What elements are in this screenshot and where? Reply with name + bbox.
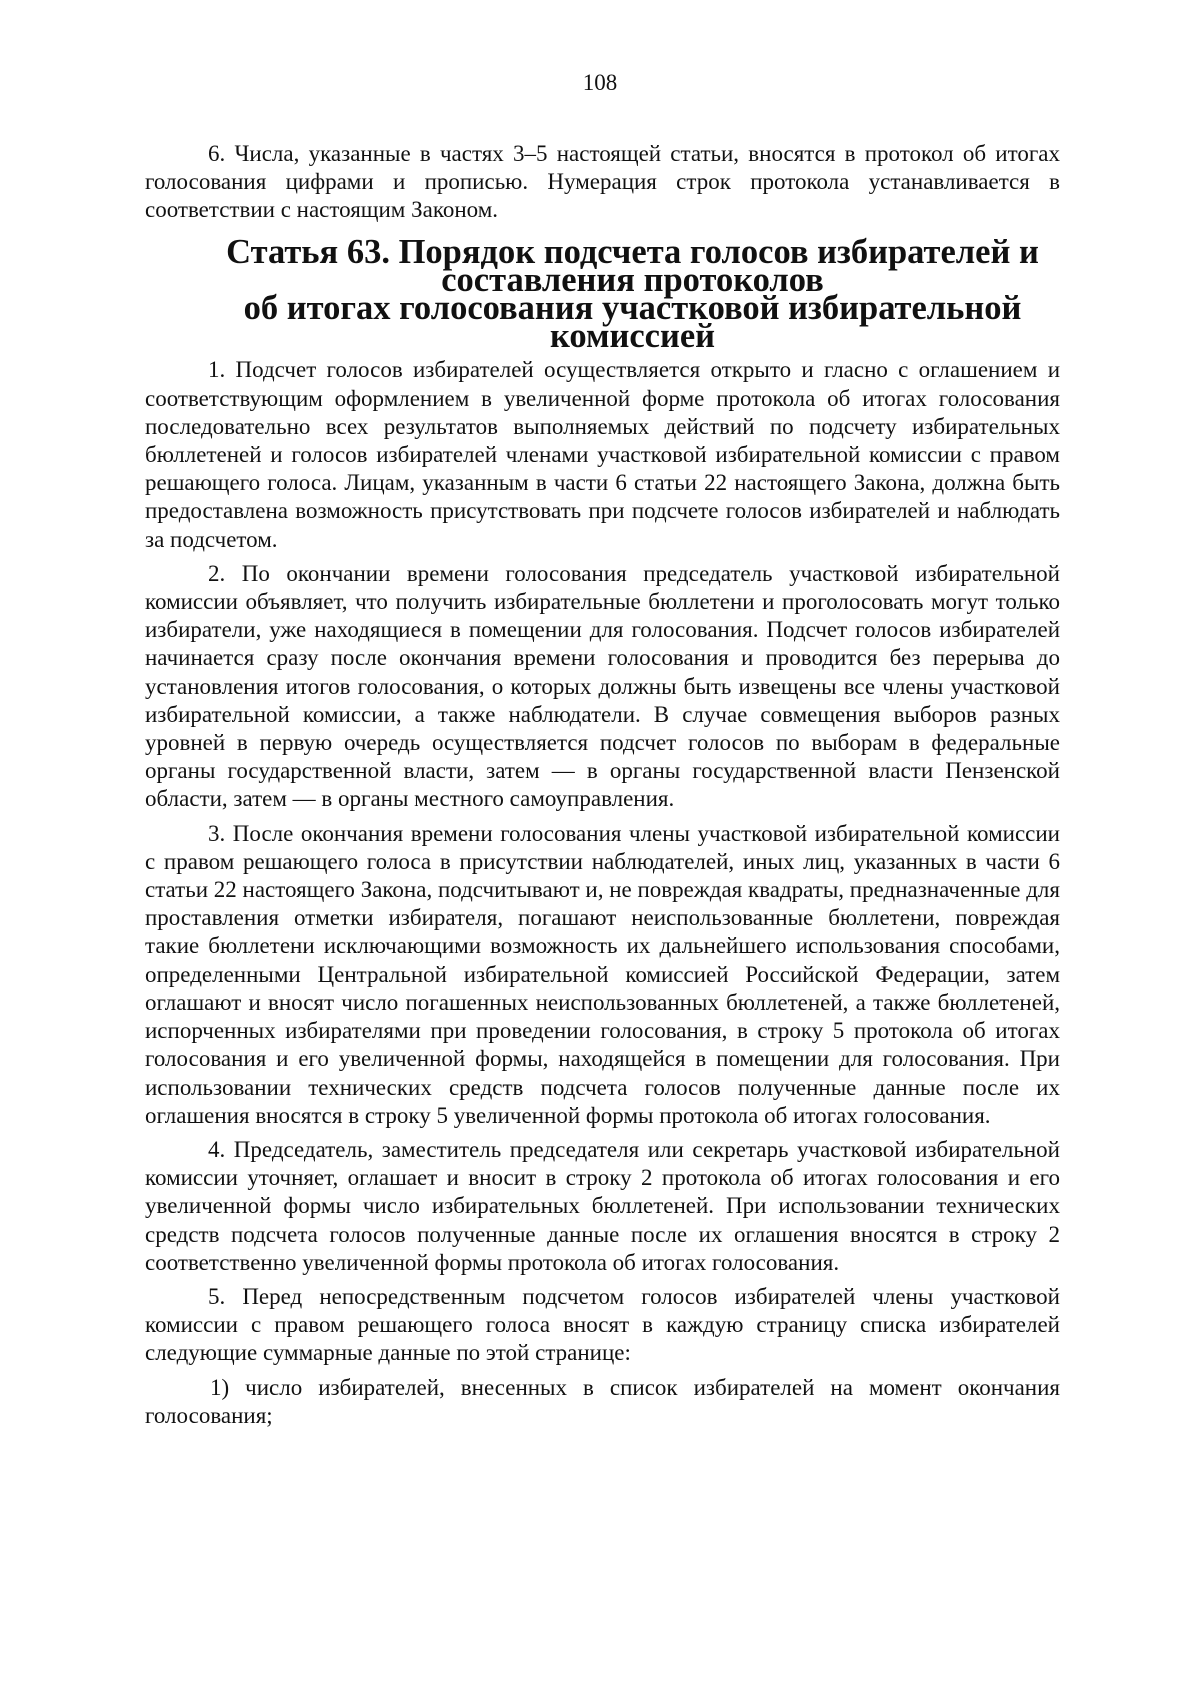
paragraph-part-6: 6. Числа, указанные в частях 3–5 настоящей статьи, вносятся в протокол об итогах голосования цифрами и прописью. Нумерация строк протокола устанавливается в соответствии с настоящим Законом. — [145, 141, 1060, 223]
article-heading-line-1: Статья 63. Порядок подсчета голосов избирателей и составления протоколов — [226, 232, 1039, 299]
paragraph-part-4: 4. Председатель, заместитель председателя или секретарь участковой избирательной комиссии уточняет, оглашает и вносит в строку 2 протокола об итогах голосования и его увеличенной формы число избирательных бюллетеней. При использовании технических средств подсчета голосов полученные данные после их оглашения вносятся в строку 2 соответственно увеличенной формы протокола об итогах голосования. — [145, 1136, 1060, 1275]
paragraph-part-5: 5. Перед непосредственным подсчетом голосов избирателей члены участковой комиссии с правом решающего голоса вносят в каждую страницу списка избирателей следующие суммарные данные по этой странице: — [145, 1283, 1060, 1366]
sub-item-1: 1) число избирателей, внесенных в список избирателей на момент окончания голосования; — [145, 1374, 1060, 1428]
paragraph-part-2: 2. По окончании времени голосования председатель участковой избирательной комиссии объявляет, что получить избирательные бюллетени и проголосовать могут только избиратели, уже находящиеся в помещении для голосования. Подсчет голосов избирателей начинается сразу после окончания времени голосования и проводится без перерыва до установления итогов голосования, о которых должны быть извещены все члены участковой избирательной комиссии, а также наблюдатели. В случае совмещения выборов разных уровней в первую очередь осуществляется подсчет голосов по выборам в федеральные органы государственной власти, затем — в органы государственной власти Пензенской области, затем — в органы местного самоуправления. — [145, 560, 1060, 812]
paragraph-part-3: 3. После окончания времени голосования члены участковой избирательной комиссии с правом решающего голоса в присутствии наблюдателей, иных лиц, указанных в части 6 статьи 22 настоящего Закона, подсчитывают и, не повреждая квадраты, предназначенные для проставления отметки избирателя, погашают неиспользованные бюллетени, повреждая такие бюллетени исключающими возможность их дальнейшего использования способами, определенными Центральной избирательной комиссией Российской Федерации, затем оглашают и вносят число погашенных неиспользованных бюллетеней, а также бюллетеней, испорченных избирателями при проведении голосования, в строку 5 протокола об итогах голосования и его увеличенной формы, находящейся в помещении для голосования. При использовании технических средств подсчета голосов полученные данные после их оглашения вносятся в строку 5 увеличенной формы протокола об итогах голосования. — [145, 820, 1060, 1128]
article-heading-line-2: об итогах голосования участковой избирательной комиссией — [243, 289, 1022, 356]
article-heading — [145, 232, 1060, 356]
paragraph-part-1: 1. Подсчет голосов избирателей осуществляется открыто и гласно с оглашением и соответствующим оформлением в увеличенной форме протокола об итогах голосования последовательно всех результатов выполняемых действий по подсчету избирательных бюллетеней и голосов избирателей членами участковой избирательной комиссии с правом решающего голоса. Лицам, указанным в части 6 статьи 22 настоящего Закона, должна быть предоставлена возможность присутствовать при подсчете голосов избирателей и наблюдать за подсчетом. — [145, 357, 1060, 552]
document-body — [145, 140, 1060, 1430]
page-number: 108 — [582, 70, 618, 95]
